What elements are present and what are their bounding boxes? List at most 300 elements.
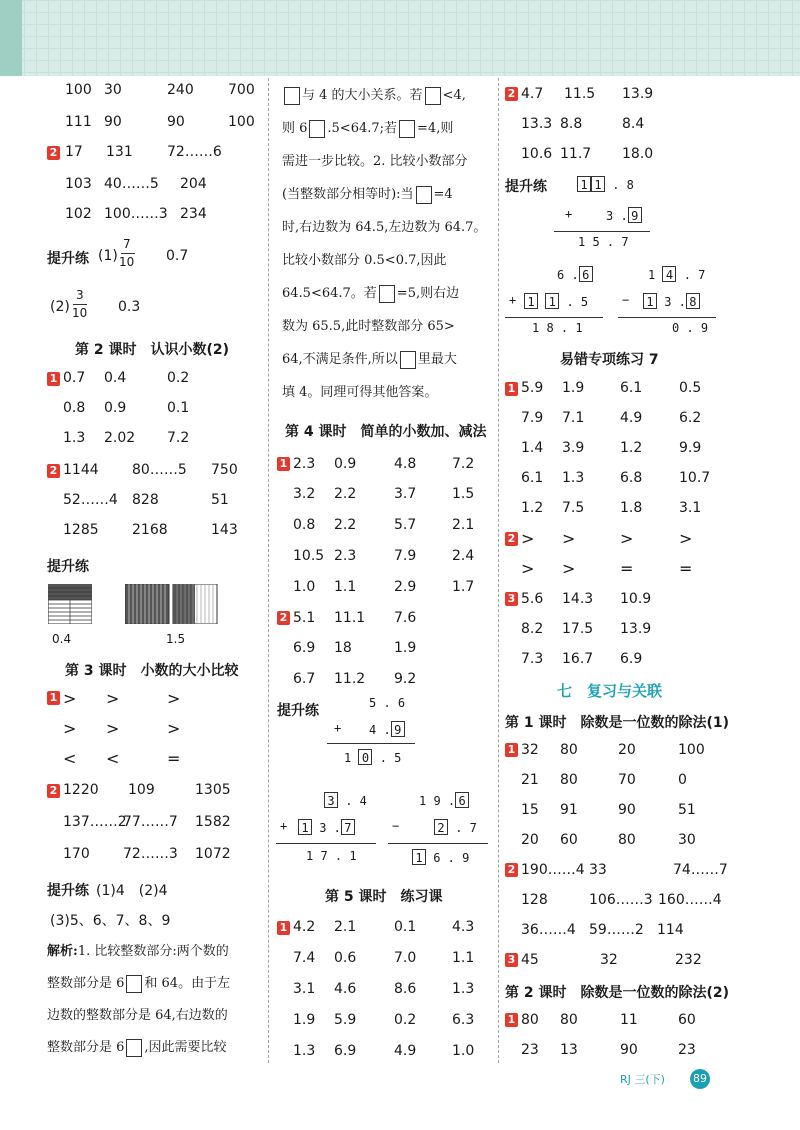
- blank-box: [126, 1039, 142, 1057]
- calc-middle: [524, 293, 588, 309]
- answer: 160……4: [658, 892, 722, 908]
- comparison-symbol: =: [167, 749, 181, 768]
- answer: 10.9: [620, 591, 652, 607]
- answer: 2.4: [452, 548, 475, 564]
- comparison-symbol: >: [562, 559, 576, 578]
- analysis-line: 数为 65.5,此时整数部分 65>: [282, 319, 455, 334]
- answer: 20: [521, 832, 539, 848]
- calc-result: [344, 749, 401, 765]
- answer: 0.1: [167, 400, 190, 416]
- answer: 45: [521, 952, 539, 968]
- answer: 32: [521, 742, 539, 758]
- calc-digits: . 5: [379, 751, 402, 765]
- answer: 40……5: [104, 176, 159, 192]
- answer: 2.9: [394, 579, 417, 595]
- analysis-line: [282, 117, 453, 138]
- answer: 128: [521, 892, 548, 908]
- analysis-line: 时,右边数为 64.5,左边数为 64.7。: [282, 220, 487, 235]
- answer: 0.4: [104, 370, 127, 386]
- answer-box: 1: [591, 176, 605, 192]
- calc-top: [419, 792, 469, 808]
- answer: 90: [104, 114, 122, 130]
- analysis-line: 比较小数部分 0.5<0.7,因此: [282, 253, 447, 268]
- calc-result: 1 7 . 1: [306, 849, 357, 863]
- calc-operator: +: [280, 819, 288, 833]
- answer: 828: [132, 492, 159, 508]
- item-number: (2): [50, 299, 70, 315]
- calc-line: [388, 843, 488, 844]
- lesson-title: 第 1 课时 除数是一位数的除法(1): [505, 715, 730, 731]
- answer: 9.9: [679, 440, 702, 456]
- answer: 6.8: [620, 470, 643, 486]
- comparison-symbol: >: [562, 529, 576, 548]
- answer: 6.9: [620, 651, 643, 667]
- answer: 1.1: [452, 950, 475, 966]
- analysis-text: 与 4 的大小关系。若: [302, 88, 423, 103]
- answer: 1.3: [452, 981, 475, 997]
- calc-line: [327, 743, 415, 744]
- answer: 30: [678, 832, 696, 848]
- answer: 100: [678, 742, 705, 758]
- calc-operator: −: [392, 819, 400, 833]
- calc-top: [648, 266, 705, 282]
- comparison-symbol: =: [620, 559, 634, 578]
- answer: 114: [657, 922, 684, 938]
- answer: 1.0: [452, 1043, 475, 1059]
- answer: 240: [167, 82, 194, 98]
- answer: 3.9: [562, 440, 585, 456]
- question-badge: 3: [505, 953, 518, 967]
- answer: 30: [104, 82, 122, 98]
- analysis-line: [282, 183, 453, 204]
- question-badge: 1: [505, 1013, 518, 1027]
- answer: 1.1: [334, 579, 357, 595]
- tisheng-label: 提升练: [505, 179, 547, 195]
- answer: 13.3: [521, 116, 553, 132]
- question-badge: 1: [47, 372, 60, 386]
- answer-box: 0: [358, 749, 372, 765]
- fraction-numerator: 7: [123, 237, 131, 251]
- answer: 5.9: [334, 1012, 357, 1028]
- answer-box: 1: [524, 293, 538, 309]
- answer: 103: [65, 176, 92, 192]
- question-badge: 2: [47, 464, 60, 478]
- question-badge: 2: [47, 784, 60, 798]
- blank-box: [284, 87, 300, 105]
- answer: 6.1: [620, 380, 643, 396]
- answer: 52……4: [63, 492, 118, 508]
- column-divider-1: [268, 78, 269, 1063]
- tisheng-label: 提升练: [47, 883, 89, 899]
- answer: 4.3: [452, 919, 475, 935]
- answer: 16.7: [562, 651, 594, 667]
- calc-operator: +: [334, 721, 342, 735]
- answer: 23: [521, 1042, 539, 1058]
- answer: 4.7: [521, 86, 544, 102]
- answer: 1144: [63, 462, 99, 478]
- analysis-text: <4,: [442, 88, 466, 103]
- question-badge: 1: [47, 691, 60, 705]
- answer: 0.7: [166, 248, 189, 264]
- answer: 0: [678, 772, 687, 788]
- answer: 100……3: [104, 206, 168, 222]
- item-number: (1): [98, 248, 118, 264]
- calc-line: [554, 231, 650, 232]
- answer: 7.2: [167, 430, 190, 446]
- answer-box: 1: [643, 293, 657, 309]
- comparison-symbol: >: [167, 719, 181, 738]
- answer: 80: [521, 1012, 539, 1028]
- answer: 8.8: [560, 116, 583, 132]
- calc-middle: [643, 293, 700, 309]
- comparison-symbol: >: [521, 559, 535, 578]
- column-divider-2: [498, 78, 499, 1063]
- answer-box: 1: [298, 819, 312, 835]
- question-badge: 1: [277, 457, 290, 471]
- calc-top: [557, 266, 593, 282]
- answer: 1.0: [293, 579, 316, 595]
- answer: 59……2: [589, 922, 644, 938]
- answer: 90: [618, 802, 636, 818]
- blank-box: [309, 120, 325, 138]
- calc-operator: +: [509, 293, 517, 307]
- calc-digits: 4 .: [369, 723, 391, 737]
- answer: 80: [560, 742, 578, 758]
- answer: 1.9: [394, 640, 417, 656]
- answer: 137……2: [63, 814, 127, 830]
- answer: 1220: [63, 782, 99, 798]
- question-badge: 2: [505, 863, 518, 877]
- answer: 11.7: [560, 146, 592, 162]
- answer-box: 1: [412, 849, 426, 865]
- analysis-text: ,因此需要比较: [144, 1040, 227, 1055]
- comparison-symbol: >: [679, 529, 693, 548]
- answer: 3.7: [394, 486, 417, 502]
- analysis-line: [282, 282, 459, 303]
- answer: 80……5: [132, 462, 187, 478]
- answer: 2.3: [334, 548, 357, 564]
- answer: 234: [180, 206, 207, 222]
- answer: 1.3: [562, 470, 585, 486]
- answer: 60: [560, 832, 578, 848]
- answer: 8.6: [394, 981, 417, 997]
- calc-line: [505, 317, 603, 318]
- answer: 7.9: [394, 548, 417, 564]
- answer: 1.3: [293, 1043, 316, 1059]
- analysis-line: [47, 940, 229, 959]
- answer: 70: [618, 772, 636, 788]
- comparison-symbol: <: [63, 749, 77, 768]
- comparison-symbol: =: [679, 559, 693, 578]
- answer: 0.8: [293, 517, 316, 533]
- answer-box: 1: [545, 293, 559, 309]
- answer: 72……3: [123, 846, 178, 862]
- answer: 0.8: [63, 400, 86, 416]
- answer: 1305: [195, 782, 231, 798]
- answer: 17.5: [562, 621, 594, 637]
- answer: 2.2: [334, 486, 357, 502]
- answer: 0.9: [334, 456, 357, 472]
- lesson-title: 第 2 课时 除数是一位数的除法(2): [505, 985, 730, 1001]
- analysis-line: [282, 348, 457, 369]
- answer: 14.3: [562, 591, 594, 607]
- answer: 5.7: [394, 517, 417, 533]
- answer: 1.2: [620, 440, 643, 456]
- comparison-symbol: >: [63, 689, 77, 708]
- fraction-denominator: 10: [72, 306, 88, 320]
- calc-result: 1 8 . 1: [532, 321, 583, 335]
- answer: 80: [560, 772, 578, 788]
- comparison-symbol: >: [106, 719, 120, 738]
- calc-digits: 6 . 9: [433, 851, 470, 865]
- blank-box: [399, 120, 415, 138]
- calc-middle: [298, 819, 355, 835]
- answer: 36……4: [521, 922, 576, 938]
- answer-box: 4: [662, 266, 676, 282]
- calc-digits: . 7: [683, 268, 706, 282]
- answer: 1.9: [562, 380, 585, 396]
- analysis-text: 里最大: [417, 352, 457, 367]
- section-title: 易错专项练习 7: [560, 352, 659, 368]
- calc-middle: [606, 207, 642, 223]
- tisheng-label: 提升练: [277, 703, 319, 719]
- answer: 5.6: [521, 591, 544, 607]
- answer-box: 8: [686, 293, 700, 309]
- calc-digits: 1: [344, 751, 352, 765]
- lesson-title: 第 3 课时 小数的大小比较: [65, 663, 239, 679]
- answer: 4.9: [620, 410, 643, 426]
- answer: 2.1: [334, 919, 357, 935]
- decimal-grid-figure-b: [125, 584, 219, 624]
- answer: 170: [63, 846, 90, 862]
- answer: 15: [521, 802, 539, 818]
- comparison-symbol: >: [620, 529, 634, 548]
- answer: 80: [618, 832, 636, 848]
- answer-box: 3: [324, 792, 338, 808]
- fraction-numerator: 3: [76, 288, 84, 302]
- analysis-line: [282, 84, 466, 105]
- fraction-denominator: 10: [119, 255, 135, 269]
- answer: 51: [211, 492, 229, 508]
- answer: 18: [334, 640, 352, 656]
- header-banner: [0, 0, 800, 76]
- blank-box: [400, 351, 416, 369]
- answer: 7.3: [521, 651, 544, 667]
- page-number: 89: [690, 1069, 710, 1089]
- analysis-text: 1. 比较整数部分:两个数的: [77, 944, 229, 959]
- blank-box: [416, 186, 432, 204]
- answer: 0.9: [104, 400, 127, 416]
- answer-box: 9: [391, 721, 405, 737]
- analysis-text: =5,则右边: [396, 286, 460, 301]
- answer: 204: [180, 176, 207, 192]
- answer: 6.2: [679, 410, 702, 426]
- banner-edge: [0, 0, 22, 76]
- answer-box: 2: [434, 819, 448, 835]
- answer: 10.5: [293, 548, 325, 564]
- answer: 0.7: [63, 370, 86, 386]
- answer: 11.2: [334, 671, 366, 687]
- answer: 3.1: [679, 500, 702, 516]
- answer: 109: [128, 782, 155, 798]
- answer: 1.8: [620, 500, 643, 516]
- calc-digits: 3 .: [664, 295, 686, 309]
- answer: 6.3: [452, 1012, 475, 1028]
- answer: 1.3: [63, 430, 86, 446]
- answer: 750: [211, 462, 238, 478]
- calc-operator: −: [622, 293, 630, 307]
- answer: 90: [167, 114, 185, 130]
- answer: 17: [65, 144, 83, 160]
- calc-middle: [434, 819, 477, 835]
- analysis-text: 则 6: [282, 121, 308, 136]
- answer: 60: [678, 1012, 696, 1028]
- answer: 20: [618, 742, 636, 758]
- answer: 102: [65, 206, 92, 222]
- calc-result: 0 . 9: [672, 321, 709, 335]
- answer: 0.2: [167, 370, 190, 386]
- analysis-text: (当整数部分相等时):当: [282, 187, 414, 202]
- answer: 100: [228, 114, 255, 130]
- answer: 111: [65, 114, 92, 130]
- decimal-grid-figure-a: [48, 584, 92, 624]
- figure-label: 0.4: [52, 632, 72, 646]
- answer: 7.0: [394, 950, 417, 966]
- answer: 10.6: [521, 146, 553, 162]
- calc-top: [577, 176, 634, 192]
- answer: 0.6: [334, 950, 357, 966]
- answer: 0.1: [394, 919, 417, 935]
- calc-digits: 1: [648, 268, 656, 282]
- answer: 6.9: [334, 1043, 357, 1059]
- answer: 1072: [195, 846, 231, 862]
- analysis-line: 需进一步比较。2. 比较小数部分: [282, 154, 468, 169]
- answer: 7.2: [452, 456, 475, 472]
- fraction-bar: [121, 253, 135, 254]
- answer: 77……7: [123, 814, 178, 830]
- question-badge: 2: [277, 611, 290, 625]
- answer: 80: [560, 1012, 578, 1028]
- analysis-text: 和 64。由于左: [144, 976, 231, 991]
- analysis-text: 整数部分是 6: [47, 976, 125, 991]
- answer: 106……3: [589, 892, 653, 908]
- answer: 131: [106, 144, 133, 160]
- comparison-symbol: >: [521, 529, 535, 548]
- analysis-text: .5<64.7;若: [327, 121, 398, 136]
- answer: 13.9: [620, 621, 652, 637]
- analysis-text: 64.5<64.7。若: [282, 286, 377, 301]
- answer: 7.1: [562, 410, 585, 426]
- question-badge: 3: [505, 592, 518, 606]
- answer: 1582: [195, 814, 231, 830]
- fraction-bar: [73, 304, 87, 305]
- tisheng-label: 提升练: [47, 559, 89, 575]
- answer: 11.5: [564, 86, 596, 102]
- answer: 23: [678, 1042, 696, 1058]
- calc-digits: 6 .: [557, 268, 579, 282]
- answer: 1.4: [521, 440, 544, 456]
- comparison-symbol: <: [106, 749, 120, 768]
- calc-top: 5 . 6: [369, 696, 406, 710]
- answer: 0.3: [118, 299, 141, 315]
- answer: 72……6: [167, 144, 222, 160]
- answer: 3.1: [293, 981, 316, 997]
- answer: 1285: [63, 522, 99, 538]
- lesson-title: 第 2 课时 认识小数(2): [75, 342, 230, 358]
- answer: 190……4: [521, 862, 585, 878]
- analysis-text: =4: [433, 187, 453, 202]
- answer: 7.4: [293, 950, 316, 966]
- answer: 11.1: [334, 610, 366, 626]
- calc-digits: 3 .: [606, 209, 628, 223]
- comparison-symbol: >: [106, 689, 120, 708]
- blank-box: [379, 285, 395, 303]
- comparison-symbol: >: [63, 719, 77, 738]
- question-badge: 2: [505, 87, 518, 101]
- book-label: RJ 三(下): [620, 1073, 665, 1086]
- lesson-title: 第 4 课时 简单的小数加、减法: [285, 424, 487, 440]
- answer: 8.4: [622, 116, 645, 132]
- answer: 5.9: [521, 380, 544, 396]
- answer: (3)5、6、7、8、9: [50, 913, 171, 929]
- answer: 21: [521, 772, 539, 788]
- answer: 11: [620, 1012, 638, 1028]
- answer: 6.9: [293, 640, 316, 656]
- calc-operator: +: [565, 207, 573, 221]
- lesson-title: 第 5 课时 练习课: [325, 889, 443, 905]
- answer: 74……7: [673, 862, 728, 878]
- answer: 8.2: [521, 621, 544, 637]
- analysis-label: 解析:: [47, 944, 78, 959]
- answer: 2.02: [104, 430, 136, 446]
- answer: 3.2: [293, 486, 316, 502]
- answer: 0.2: [394, 1012, 417, 1028]
- answer: 4.2: [293, 919, 316, 935]
- answer: 6.7: [293, 671, 316, 687]
- answer: 2.1: [452, 517, 475, 533]
- answer: 100: [65, 82, 92, 98]
- tisheng-label: 提升练: [47, 251, 89, 267]
- question-badge: 1: [505, 743, 518, 757]
- answer: 32: [600, 952, 618, 968]
- calc-result: [412, 849, 469, 865]
- analysis-line: [47, 972, 230, 993]
- answer: 232: [675, 952, 702, 968]
- calc-digits: . 5: [566, 295, 589, 309]
- answer: 143: [211, 522, 238, 538]
- answer: 700: [228, 82, 255, 98]
- answer-box: 6: [455, 792, 469, 808]
- comparison-symbol: >: [167, 689, 181, 708]
- blank-box: [126, 975, 142, 993]
- question-badge: 2: [505, 532, 518, 546]
- calc-result: 1 5 . 7: [578, 235, 629, 249]
- answer: 33: [589, 862, 607, 878]
- question-badge: 2: [47, 146, 60, 160]
- answer-box: 1: [577, 176, 591, 192]
- answer: (1)4 (2)4: [96, 883, 168, 899]
- answer: 18.0: [622, 146, 654, 162]
- calc-digits: 3 .: [319, 821, 341, 835]
- analysis-line: [47, 1036, 227, 1057]
- calc-line: [276, 843, 376, 844]
- answer: 1.5: [452, 486, 475, 502]
- answer: 7.5: [562, 500, 585, 516]
- answer: 5.1: [293, 610, 316, 626]
- answer: 51: [678, 802, 696, 818]
- blank-box: [425, 87, 441, 105]
- calc-middle: [369, 721, 405, 737]
